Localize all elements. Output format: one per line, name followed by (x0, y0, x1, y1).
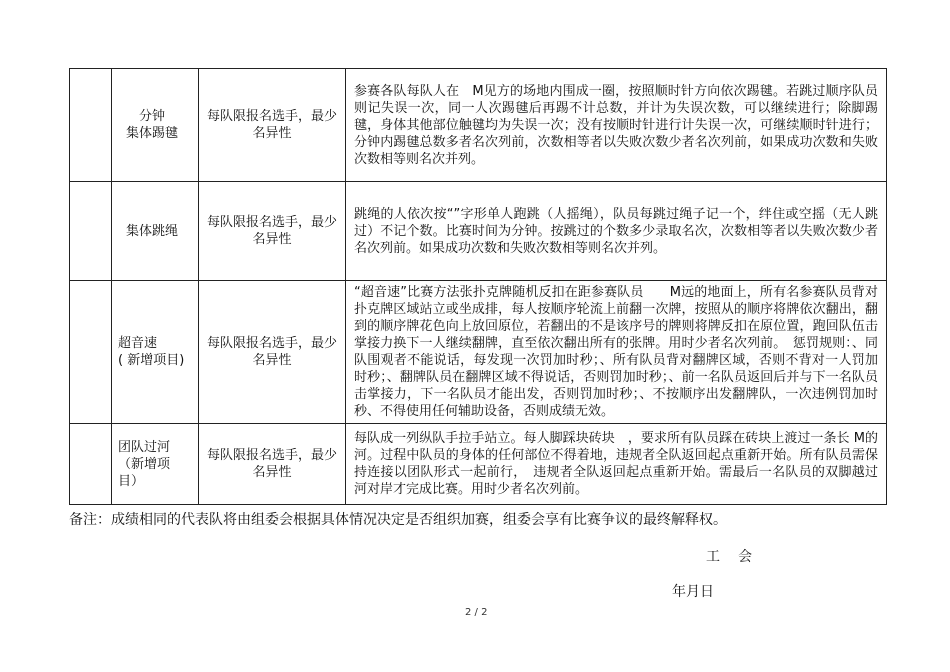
blank-cell (70, 424, 112, 505)
event-name-cell (112, 69, 199, 182)
blank-cell (70, 281, 112, 424)
blank-cell (70, 182, 112, 281)
table-row (70, 281, 887, 424)
table-row (70, 69, 887, 182)
event-rules: 参赛各队每队人在 M见方的场地内围成一圈，按照顺时针方向依次踢毽。若跳过顺序队员则记失误一次，同一人次踢毽后再踢不计总数，并计为失误次数，可以继续进行；除脚踢毽，身体其他部位触毽均为失误一次；没有按顺时针进行计失误一次，可继续顺时针进行；分钟内踢毽总数多者名次列前，次数相等者以失败次数少者名次列前，如果成功次数和失败次数相等则名次并列。 (346, 69, 887, 182)
table-row (70, 182, 887, 281)
page-number: 2 / 2 (465, 607, 488, 618)
event-name: 团队过河 （新增项目） (118, 439, 171, 489)
event-name: 分钟 集体踢毽 (125, 109, 178, 141)
event-name: 集体跳绳 (125, 223, 178, 239)
event-rules: 每队成一列纵队手拉手站立。每人脚踩块砖块 ，要求所有队员踩在砖块上渡过一条长 M的河。过程中队员的身体的任何部位不得着地，违规者全队返回起点重新开始。所有队员需保持连接以团队形式一起前行， 违规者全队返回起点重新开始。需最后一名队员的双脚越过河对岸才完成比赛。用时少者名次列前。 (346, 424, 887, 505)
entry-limit: 每队限报名选手，最少名异性 (199, 182, 346, 281)
event-name-cell (112, 281, 199, 424)
entry-limit: 每队限报名选手，最少名异性 (199, 69, 346, 182)
entry-limit: 每队限报名选手，最少名异性 (199, 424, 346, 505)
event-rules: “超音速”比赛方法张扑克牌随机反扣在距参赛队员 M远的地面上，所有名参赛队员背对扑克牌区域站立或坐成排，每人按顺序轮流上前翻一次牌，按照从的顺序将牌依次翻出，翻到的顺序牌花色向上放回原位，若翻出的不是该序号的牌则将牌反扣在原位置，跑回队伍击掌接力换下一人继续翻牌，直至依次翻出所有的张牌。用时少者名次列前。 惩罚规则：、同队围观者不能说话，每发现一次罚加时秒；、所有队员背对翻牌区域，否则不背对一人罚加时秒；、翻牌队员在翻牌区域不得说话，否则罚加时秒；、前一名队员返回后并与下一名队员击掌接力，下一名队员才能出发，否则罚加时秒；、不按顺序出发翻牌队，一次违例罚加时秒、不得使用任何辅助设备，否则成绩无效。 (346, 281, 887, 424)
blank-cell (70, 69, 112, 182)
table-row (70, 424, 887, 505)
signature-union: 工 会 (706, 549, 754, 565)
entry-limit: 每队限报名选手，最少名异性 (199, 281, 346, 424)
event-name-cell (112, 182, 199, 281)
event-rules: 跳绳的人依次按“”字形单人跑跳（人摇绳），队员每跳过绳子记一个，绊住或空摇（无人跳过）不记个数。比赛时间为分钟。按跳过的个数多少录取名次，次数相等者以失败次数少者名次列前。如果成功次数和失败次数相等则名次并列。 (346, 182, 887, 281)
remark-note: 备注：成绩相同的代表队将由组委会根据具体情况决定是否组织加赛，组委会享有比赛争议的最终解释权。 (69, 512, 727, 528)
event-name-cell (112, 424, 199, 505)
event-name: 超音速 ( 新增项目) (118, 336, 185, 368)
signature-date: 年月日 (672, 584, 714, 600)
rules-table (69, 68, 887, 505)
